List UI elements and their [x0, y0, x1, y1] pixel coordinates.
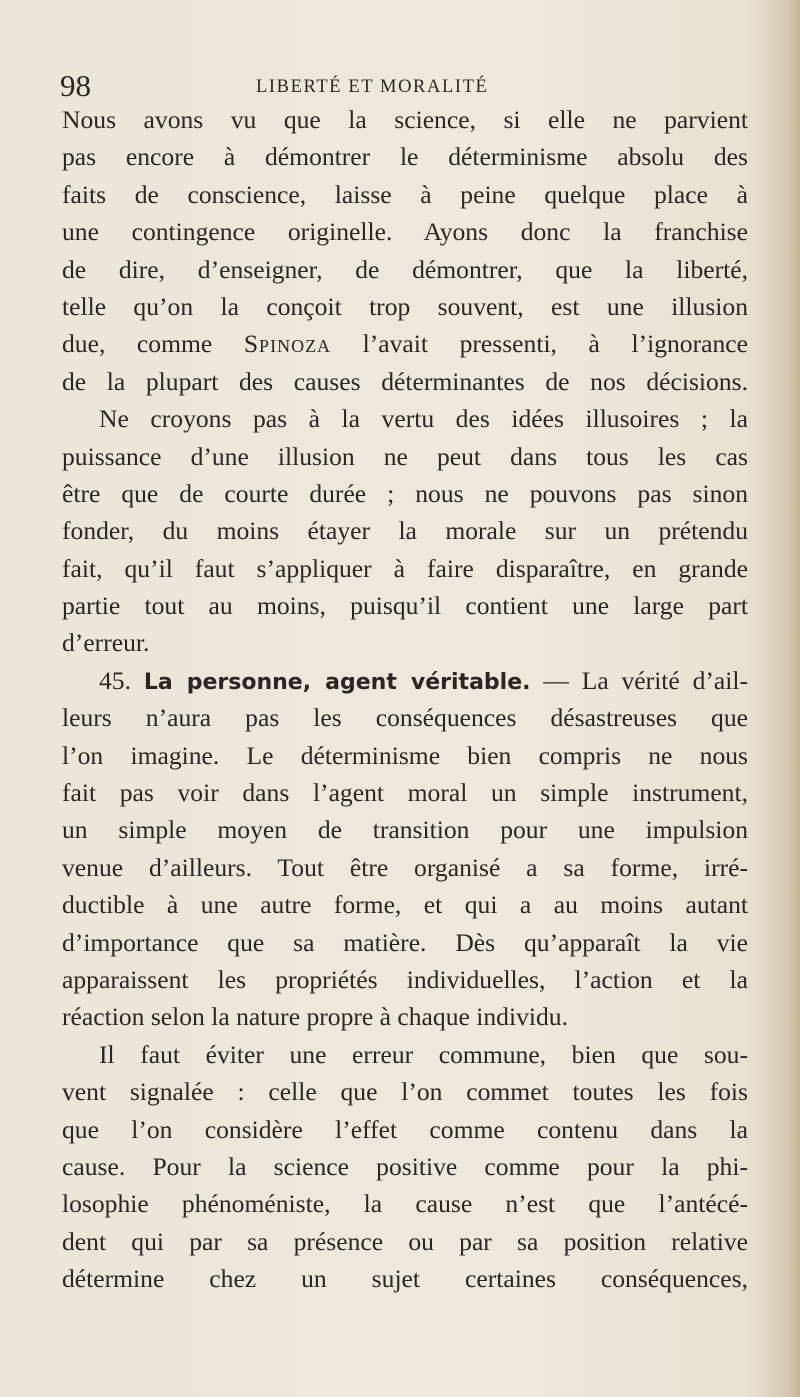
text-line: cause. Pour la science positive comme pour la phi- [62, 1151, 748, 1181]
author-name: Spinoza [243, 329, 332, 359]
text-line: losophie phénoméniste, la cause n’est que l’antécé- [62, 1189, 748, 1219]
page-edge-shadow [760, 0, 800, 1397]
text-line: puissance d’une illusion ne peut dans tous les cas [62, 441, 748, 471]
text-line: fait, qu’il faut s’appliquer à faire disparaître, en grande [62, 553, 748, 583]
text-line: de dire, d’enseigner, de démontrer, que la liberté, [62, 254, 748, 284]
running-title: LIBERTÉ ET MORALITÉ [256, 77, 489, 97]
text-line: fonder, du moins étayer la morale sur un prétendu [62, 516, 748, 546]
body-text [62, 101, 748, 1298]
text-line: leurs n’aura pas les conséquences désastreuses que [62, 703, 748, 733]
section-heading-line: 45. La personne, agent véritable. — La vérité d’ail- [99, 665, 749, 695]
text-line: un simple moyen de transition pour une impulsion [62, 815, 748, 845]
text-line: ductible à une autre forme, et qui a au moins autant [62, 890, 748, 920]
page-number: 98 [60, 68, 91, 103]
section-heading: La personne, agent véritable. [143, 669, 531, 695]
paragraph-start-line: Il faut éviter une erreur commune, bien que sou- [99, 1039, 748, 1069]
text-line: apparaissent les propriétés individuelles, l’action et la [62, 964, 748, 994]
text-line: d’erreur. [62, 628, 150, 658]
page-header [60, 68, 750, 104]
text-line: pas encore à démontrer le déterminisme absolu des [62, 142, 748, 172]
text-line: Nous avons vu que la science, si elle ne parvient [62, 105, 748, 134]
paragraph-start-line: Ne croyons pas à la vertu des idées illusoires ; la [99, 404, 748, 434]
text-line: réaction selon la nature propre à chaque individu. [62, 1002, 568, 1032]
text-line: telle qu’on la conçoit trop souvent, est une illusion [62, 291, 748, 321]
text-line: venue d’ailleurs. Tout être organisé a sa forme, irré- [62, 852, 748, 882]
text-line: de la plupart des causes déterminantes de nos décisions. [62, 366, 748, 396]
text-line: l’on imagine. Le déterminisme bien compris ne nous [62, 740, 748, 770]
text-line: une contingence originelle. Ayons donc la franchise [62, 217, 748, 247]
text-line: être que de courte durée ; nous ne pouvons pas sinon [62, 478, 748, 508]
text-line: vent signalée : celle que l’on commet toutes les fois [62, 1077, 748, 1107]
text-line: d’importance que sa matière. Dès qu’apparaît la vie [62, 927, 748, 957]
text-line: due, comme Spinoza l’avait pressenti, à l’ignorance [62, 329, 748, 359]
text-line: dent qui par sa présence ou par sa position relative [62, 1226, 748, 1256]
text-line: faits de conscience, laisse à peine quelque place à [62, 179, 748, 209]
text-line: détermine chez un sujet certaines conséquences, [62, 1264, 748, 1294]
text-line: fait pas voir dans l’agent moral un simple instrument, [62, 778, 748, 808]
text-line: que l’on considère l’effet comme contenu dans la [62, 1114, 748, 1144]
text-line: partie tout au moins, puisqu’il contient une large part [62, 591, 748, 621]
